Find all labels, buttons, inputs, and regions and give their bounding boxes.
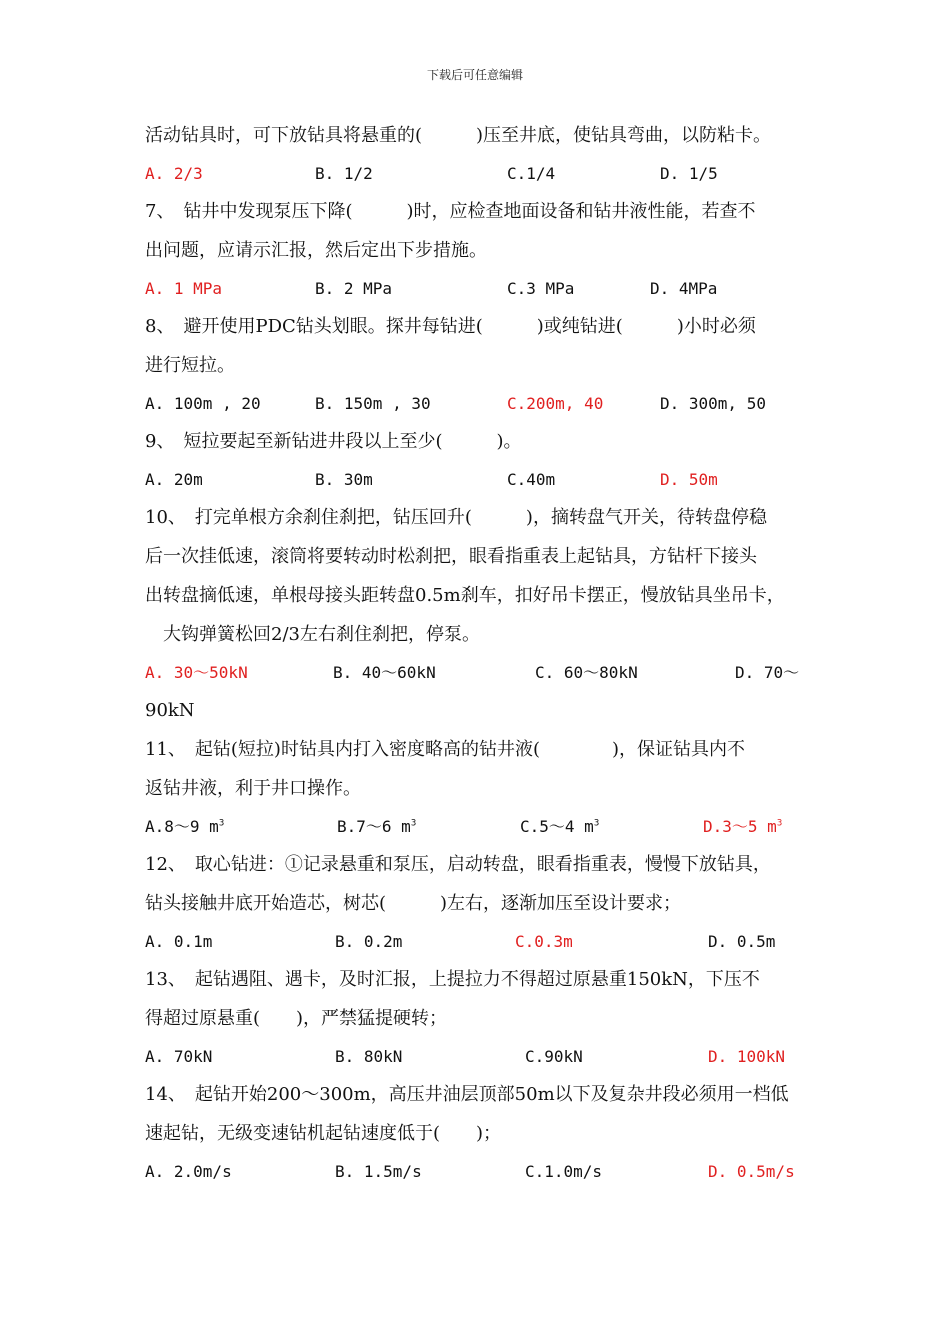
option-text: B. 2 MPa (315, 279, 393, 298)
options-row (145, 385, 815, 422)
question-text-line: 后一次挂低速，滚筒将要转动时松刹把，眼看指重表上起钻具，方钻杆下接头 (145, 546, 757, 567)
question-block (145, 422, 815, 498)
option-text: A. 2/3 (145, 164, 203, 183)
option-text: B. 30m (315, 470, 373, 489)
option-text: D. 70～ (735, 663, 800, 682)
option-c (507, 461, 555, 498)
option-text: A.8～9 m (145, 817, 219, 836)
question-text-line: 进行短拉。 (145, 355, 235, 376)
question-text-line: 9、 短拉要起至新钻进井段以上至少( )。 (145, 431, 522, 452)
option-text: A. 100m , 20 (145, 394, 261, 413)
options-row (145, 1153, 815, 1190)
option-a (145, 270, 222, 307)
question-block (145, 960, 815, 1075)
question-text-line: 8、 避开使用PDC钻头划眼。探井每钻进( )或纯钻进( )小时必须 (145, 316, 756, 337)
option-text: A. 0.1m (145, 932, 213, 951)
option-d (650, 270, 717, 307)
question-text-line: 13、 起钻遇阻、遇卡，及时汇报，上提拉力不得超过原悬重150kN，下压不 (145, 969, 760, 990)
options-row (145, 808, 815, 845)
option-c (535, 654, 638, 691)
options-row (145, 923, 815, 960)
option-text: B. 40～60kN (333, 663, 436, 682)
option-a (145, 808, 224, 845)
options-row (145, 270, 815, 307)
question-text-line: 11、 起钻(短拉)时钻具内打入密度略高的钻井液( )，保证钻具内不 (145, 739, 745, 760)
option-c (520, 808, 599, 845)
option-text: D. 1/5 (660, 164, 718, 183)
option-b (337, 808, 416, 845)
option-text: A. 30～50kN (145, 663, 248, 682)
question-block (145, 192, 815, 307)
options-row (145, 461, 815, 498)
option-d (708, 1038, 785, 1075)
option-text: A. 20m (145, 470, 203, 489)
options-row (145, 155, 815, 192)
option-text: C.3 MPa (507, 279, 575, 298)
question-block (145, 307, 815, 422)
option-b (315, 155, 373, 192)
option-c (507, 155, 555, 192)
option-text: B. 1.5m/s (335, 1162, 422, 1181)
option-c (525, 1038, 583, 1075)
question-text-line: 活动钻具时，可下放钻具将悬重的( )压至井底，使钻具弯曲，以防粘卡。 (145, 125, 772, 146)
option-text: C.200m, 40 (507, 394, 604, 413)
option-d (660, 461, 718, 498)
option-text: B.7～6 m (337, 817, 411, 836)
option-d (708, 1153, 795, 1190)
question-text-line: 得超过原悬重( )，严禁猛提硬转； (145, 1008, 448, 1029)
option-text: C.40m (507, 470, 556, 489)
question-block (145, 845, 815, 960)
option-text: A. 2.0m/s (145, 1162, 232, 1181)
option-a (145, 923, 212, 960)
question-text-line: 14、 起钻开始200～300m，高压井油层顶部50m以下及复杂井段必须用一档低 (145, 1084, 789, 1105)
options-row (145, 1038, 815, 1075)
option-b (335, 1038, 402, 1075)
option-text: D. 50m (660, 470, 718, 489)
option-c (525, 1153, 602, 1190)
option-c (507, 385, 603, 422)
question-block (145, 730, 815, 845)
question-text-line: 速起钻，无级变速钻机起钻速度低于( )； (145, 1123, 502, 1144)
option-b (315, 385, 431, 422)
question-text-line: 12、 取心钻进：①记录悬重和泵压，启动转盘，眼看指重表，慢慢下放钻具， (145, 854, 771, 875)
option-b (315, 270, 392, 307)
question-text-line: 大钩弹簧松回2/3左右刹住刹把，停泵。 (145, 624, 480, 645)
option-a (145, 155, 203, 192)
option-text: A. 70kN (145, 1047, 213, 1066)
option-a (145, 654, 248, 691)
question-list (145, 116, 815, 1190)
option-text: D. 4MPa (650, 279, 718, 298)
option-a (145, 461, 203, 498)
page-header: 下载后可任意编辑 (426, 68, 523, 82)
option-text: C.90kN (525, 1047, 583, 1066)
option-text: D. 300m, 50 (660, 394, 766, 413)
option-text: B. 1/2 (315, 164, 373, 183)
option-a (145, 1153, 232, 1190)
option-b (335, 923, 402, 960)
option-text: B. 0.2m (335, 932, 403, 951)
question-block (145, 116, 815, 192)
option-d (660, 155, 718, 192)
option-text: B. 150m , 30 (315, 394, 431, 413)
unit-superscript: 3 (218, 818, 225, 829)
option-text: B. 80kN (335, 1047, 403, 1066)
option-d (660, 385, 766, 422)
option-b (333, 654, 436, 691)
question-text-line: 钻头接触井底开始造芯，树芯( )左右，逐渐加压至设计要求； (145, 893, 682, 914)
option-text: D. 0.5m (708, 932, 776, 951)
option-text: D. 100kN (708, 1047, 786, 1066)
option-continuation: 90kN (145, 700, 195, 721)
option-d (735, 654, 799, 691)
option-text: A. 1 MPa (145, 279, 223, 298)
option-a (145, 385, 261, 422)
question-text-line: 返钻井液，利于井口操作。 (145, 778, 361, 799)
question-block (145, 1075, 815, 1190)
question-text-line: 出问题，应请示汇报，然后定出下步措施。 (145, 240, 487, 261)
question-text-line: 7、 钻井中发现泵压下降( )时，应检查地面设备和钻井液性能，若查不 (145, 201, 756, 222)
option-text: C. 60～80kN (535, 663, 638, 682)
unit-superscript: 3 (410, 818, 417, 829)
question-text-line: 10、 打完单根方余刹住刹把，钻压回升( )，摘转盘气开关，待转盘停稳 (145, 507, 767, 528)
option-d (708, 923, 775, 960)
question-text-line: 出转盘摘低速，单根母接头距转盘0.5m刹车，扣好吊卡摆正，慢放钻具坐吊卡， (145, 585, 785, 606)
option-b (315, 461, 373, 498)
question-block (145, 498, 815, 730)
option-c (507, 270, 574, 307)
option-text: C.0.3m (515, 932, 573, 951)
option-a (145, 1038, 212, 1075)
unit-superscript: 3 (593, 818, 600, 829)
option-text: C.5～4 m (520, 817, 594, 836)
option-d (703, 808, 782, 845)
option-b (335, 1153, 422, 1190)
options-row (145, 654, 815, 691)
option-text: D.3～5 m (703, 817, 777, 836)
option-text: C.1.0m/s (525, 1162, 603, 1181)
option-text: C.1/4 (507, 164, 556, 183)
option-c (515, 923, 573, 960)
option-text: D. 0.5m/s (708, 1162, 795, 1181)
unit-superscript: 3 (776, 818, 783, 829)
